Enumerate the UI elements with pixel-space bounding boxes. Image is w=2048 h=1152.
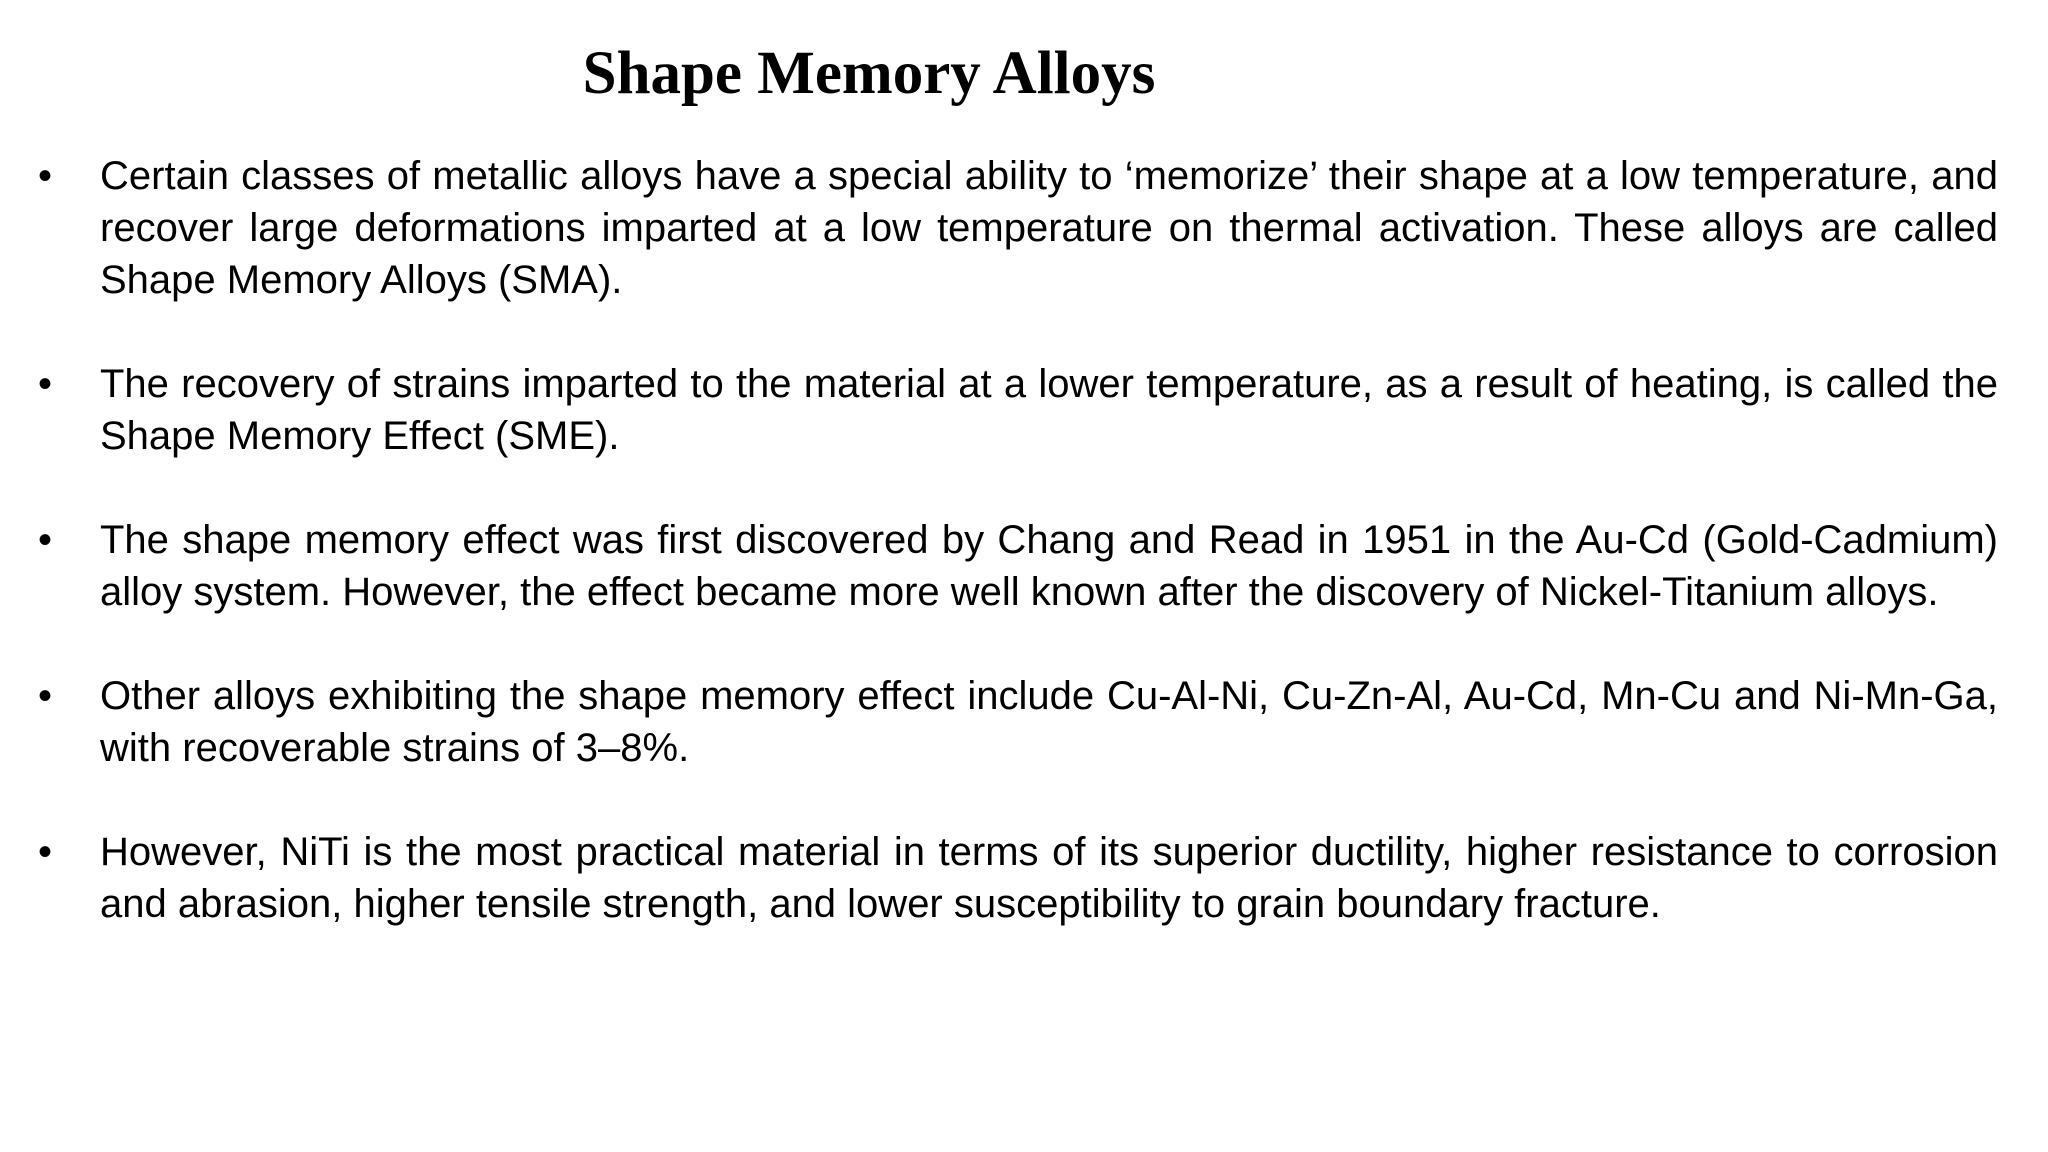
bullet-item [38, 670, 1998, 774]
bullet-text: The recovery of strains imparted to the material at a lower temperature, as a result of heating, is called the Shape Memory Effect (SME). [100, 362, 1998, 458]
bullet-marker: • [38, 674, 53, 718]
bullet-item [38, 150, 1998, 306]
bullet-text: Certain classes of metallic alloys have a special ability to ‘memorize’ their shape at a low temperature, and recover large deformations imparted at a low temperature on thermal activation. These alloys are called Shape Memory Alloys (SMA). [100, 154, 1998, 302]
bullet-marker: • [38, 830, 53, 874]
bullet-text: Other alloys exhibiting the shape memory effect include Cu-Al-Ni, Cu-Zn-Al, Au-Cd, Mn-Cu and Ni-Mn-Ga, with recoverable strains of 3–8%. [100, 674, 1998, 770]
bullet-marker: • [38, 154, 53, 198]
bullet-text: However, NiTi is the most practical material in terms of its superior ductility, higher resistance to corrosion and abrasion, higher tensile strength, and lower susceptibility to grain boundary fracture. [100, 830, 1998, 926]
bullet-item [38, 514, 1998, 618]
slide-title: Shape Memory Alloys [582, 40, 1156, 107]
bullet-text: The shape memory effect was first discovered by Chang and Read in 1951 in the Au-Cd (Gold-Cadmium) alloy system. However, the effect became more well known after the discovery of Nickel-Titanium alloys. [100, 518, 1998, 614]
bullet-list [38, 150, 1998, 982]
bullet-marker: • [38, 518, 53, 562]
bullet-item [38, 358, 1998, 462]
bullet-item [38, 826, 1998, 930]
bullet-marker: • [38, 362, 53, 406]
